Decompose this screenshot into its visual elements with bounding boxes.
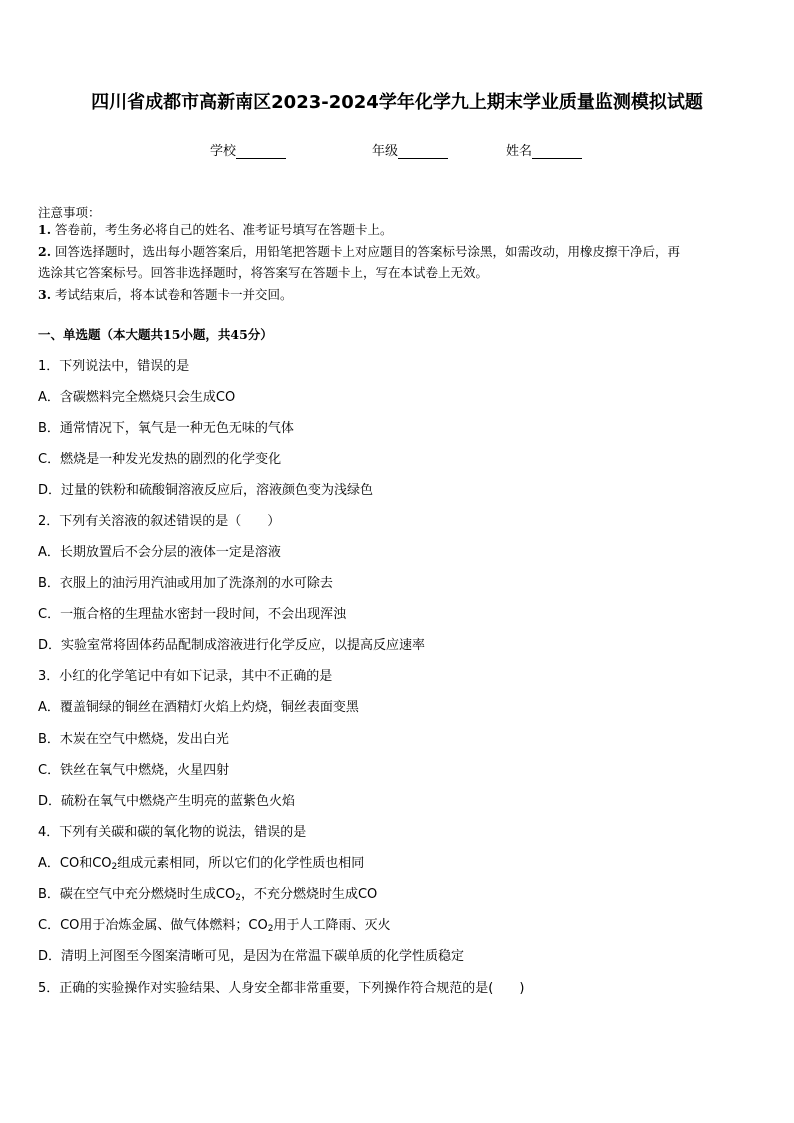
school-label: 学校 [210, 144, 237, 159]
question-line: A．覆盖铜绿的铜丝在酒精灯火焰上灼烧，铜丝表面变黑 [38, 700, 359, 715]
question-line: D．实验室常将固体药品配制成溶液进行化学反应，以提高反应速率 [38, 638, 426, 653]
grade-label: 年级 [372, 144, 399, 159]
question-line: A．CO和$CO_2$组成元素相同，所以它们的化学性质也相同 [38, 856, 365, 872]
question-line: 3．小红的化学笔记中有如下记录，其中不正确的是 [38, 669, 333, 684]
question-line: D．清明上河图至今图案清晰可见，是因为在常温下碳单质的化学性质稳定 [38, 949, 465, 964]
question-line: C．CO用于冶炼金属、做气体燃料；$CO_2$用于人工降雨、灭火 [38, 918, 391, 934]
page-title: 四川省成都市高新南区2023-2024学年化学九上期末学业质量监测模拟试题 [91, 92, 703, 113]
question-line: C．燃烧是一种发光发热的剧烈的化学变化 [38, 452, 282, 467]
note-item: 3. 考试结束后，将本试卷和答题卡一并交回。 [38, 287, 293, 302]
question-line: A．含碳燃料完全燃烧只会生成CO [38, 390, 236, 405]
question-line: C．一瓶合格的生理盐水密封一段时间，不会出现浑浊 [38, 607, 347, 622]
grade-field [372, 140, 448, 159]
question-line: B．通常情况下，氧气是一种无色无味的气体 [38, 421, 294, 436]
question-line: 2．下列有关溶液的叙述错误的是（ ） [38, 514, 281, 529]
question-line: 4．下列有关碳和碳的氧化物的说法，错误的是 [38, 825, 307, 840]
name-blank [532, 146, 582, 159]
school-blank [236, 146, 286, 159]
school-field [210, 140, 286, 159]
question-line: 1．下列说法中，错误的是 [38, 359, 190, 374]
grade-blank [398, 146, 448, 159]
question-line: 5．正确的实验操作对实验结果、人身安全都非常重要，下列操作符合规范的是( ) [38, 981, 525, 996]
question-line: B．衣服上的油污用汽油或用加了洗涤剂的水可除去 [38, 576, 333, 591]
question-line: B．木炭在空气中燃烧，发出白光 [38, 732, 229, 747]
section-heading: 一、单选题（本大题共15小题，共45分） [38, 327, 273, 342]
question-line: C．铁丝在氧气中燃烧，火星四射 [38, 763, 230, 778]
question-line: D．过量的铁粉和硫酸铜溶液反应后，溶液颜色变为浅绿色 [38, 483, 374, 498]
name-label: 姓名 [506, 144, 533, 159]
note-item: 选涂其它答案标号。回答非选择题时，将答案写在答题卡上，写在本试卷上无效。 [38, 265, 489, 280]
question-line: D．硫粉在氧气中燃烧产生明亮的蓝紫色火焰 [38, 794, 296, 809]
name-field [506, 140, 582, 159]
question-line: B．碳在空气中充分燃烧时生成$CO_2$，不充分燃烧时生成CO [38, 887, 378, 903]
question-line: A．长期放置后不会分层的液体一定是溶液 [38, 545, 281, 560]
notes-heading: 注意事项： [38, 205, 101, 220]
note-item: 2. 回答选择题时，选出每小题答案后，用铅笔把答题卡上对应题目的答案标号涂黑，如需改动，用橡皮擦干净后，再 [38, 244, 681, 259]
note-item: 1. 答卷前，考生务必将自己的姓名、准考证号填写在答题卡上。 [38, 222, 393, 237]
